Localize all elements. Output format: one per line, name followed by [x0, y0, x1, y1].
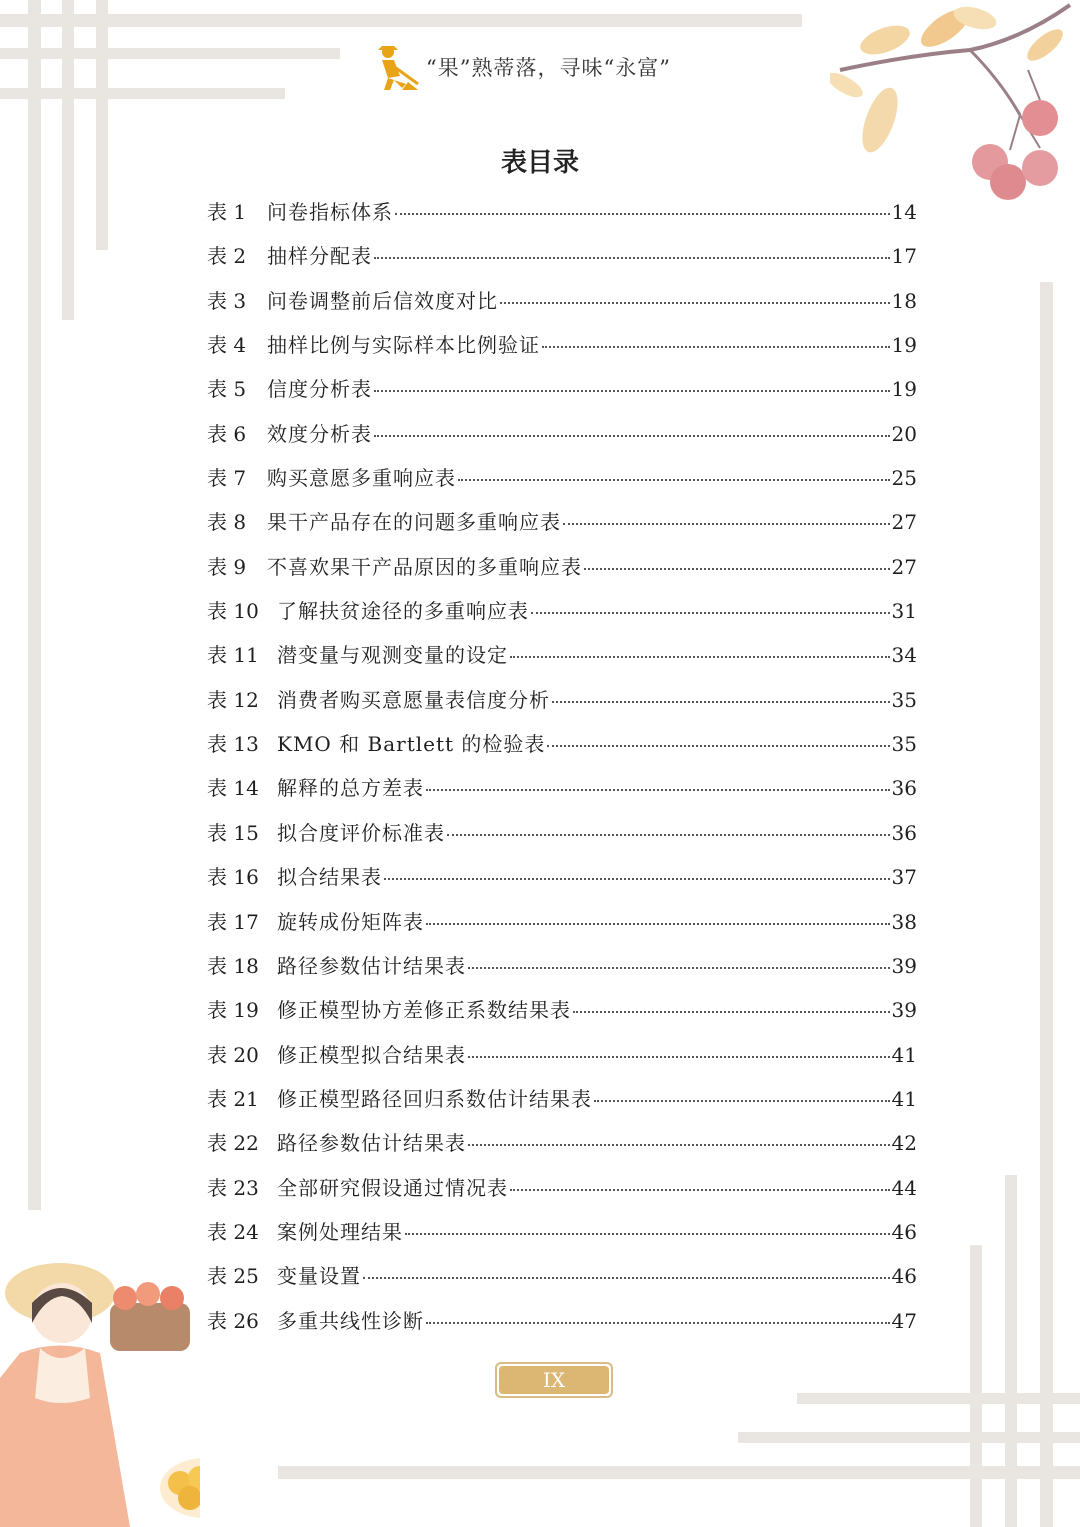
toc-entry-page: 25	[891, 466, 917, 491]
toc-entry-page: 42	[891, 1131, 917, 1156]
toc-dot-leader	[563, 523, 890, 525]
toc-entry-label: 效度分析表	[267, 421, 372, 446]
toc-dot-leader	[395, 213, 890, 215]
toc-entry-number: 表 10	[207, 599, 259, 624]
toc-entry-label: 抽样分配表	[267, 244, 372, 269]
toc-entry-label: 问卷调整前后信效度对比	[267, 288, 498, 313]
toc-entry-label: 修正模型路径回归系数估计结果表	[277, 1086, 592, 1111]
toc-entry-number: 表 11	[207, 643, 259, 668]
woman-illustration	[0, 1258, 200, 1527]
toc-entry[interactable]	[207, 462, 917, 506]
toc-entry-number: 表 23	[207, 1175, 259, 1200]
toc-entry-label: 路径参数估计结果表	[277, 1131, 466, 1156]
page-header	[372, 42, 712, 92]
toc-entry[interactable]	[207, 817, 917, 861]
toc-entry-page: 14	[891, 200, 917, 224]
toc-entry[interactable]	[207, 373, 917, 417]
toc-dot-leader	[468, 1056, 890, 1058]
toc-entry-page: 39	[891, 998, 917, 1023]
toc-entry[interactable]	[207, 861, 917, 905]
toc-entry-label: 修正模型拟合结果表	[277, 1042, 466, 1067]
toc-entry[interactable]	[207, 196, 917, 240]
toc-dot-leader	[510, 656, 890, 658]
header-slogan: “果”熟蒂落，寻味“永富”	[426, 56, 671, 80]
toc-entry-page: 41	[891, 1042, 917, 1067]
page-number: IX	[499, 1366, 609, 1394]
toc-entry-page: 31	[891, 599, 917, 624]
toc-entry-page: 27	[891, 510, 917, 535]
toc-dot-leader	[426, 1322, 890, 1324]
toc-entry[interactable]	[207, 1305, 917, 1349]
toc-entry-page: 41	[891, 1086, 917, 1111]
toc-entry-page: 46	[891, 1264, 917, 1289]
toc-entry-page: 39	[891, 953, 917, 978]
toc-entry-label: 果干产品存在的问题多重响应表	[267, 510, 561, 535]
toc-entry[interactable]	[207, 950, 917, 994]
frame-bar-right-3	[970, 1245, 982, 1527]
toc-entry-label: 案例处理结果	[277, 1219, 403, 1244]
toc-entry-number: 表 22	[207, 1131, 259, 1156]
toc-entry-page: 35	[891, 687, 917, 712]
toc-dot-leader	[363, 1277, 890, 1279]
toc-entry[interactable]	[207, 906, 917, 950]
toc-entry[interactable]	[207, 329, 917, 373]
toc-entry-page: 44	[891, 1175, 917, 1200]
toc-entry-label: 抽样比例与实际样本比例验证	[267, 333, 540, 358]
toc-entry-page: 17	[891, 244, 917, 269]
toc-dot-leader	[426, 923, 890, 925]
toc-entry[interactable]	[207, 595, 917, 639]
toc-entry-page: 36	[891, 820, 917, 845]
toc-entry-label: 多重共线性诊断	[277, 1308, 424, 1333]
toc-entry-number: 表 14	[207, 776, 259, 801]
frame-bar-top-2	[0, 48, 340, 59]
toc-entry-label: 变量设置	[277, 1264, 361, 1289]
toc-entry-number: 表 9	[207, 554, 247, 579]
toc-entry-number: 表 8	[207, 510, 247, 535]
toc-entry-label: 消费者购买意愿量表信度分析	[277, 687, 550, 712]
toc-entry-number: 表 18	[207, 953, 259, 978]
toc-entry-label: 信度分析表	[267, 377, 372, 402]
toc-entry[interactable]	[207, 418, 917, 462]
toc-dot-leader	[447, 834, 890, 836]
toc-dot-leader	[384, 878, 890, 880]
toc-dot-leader	[594, 1100, 890, 1102]
toc-entry[interactable]	[207, 240, 917, 284]
frame-bar-bottom-2	[738, 1432, 1080, 1443]
toc-dot-leader	[426, 789, 890, 791]
toc-dot-leader	[547, 745, 889, 747]
toc-entry[interactable]	[207, 728, 917, 772]
toc-entry-page: 34	[891, 643, 917, 668]
toc-entry-page: 27	[891, 554, 917, 579]
toc-entry-number: 表 12	[207, 687, 259, 712]
toc-entry-label: 全部研究假设通过情况表	[277, 1175, 508, 1200]
toc-entry[interactable]	[207, 1127, 917, 1171]
toc-entry[interactable]	[207, 551, 917, 595]
toc-entry-label: 不喜欢果干产品原因的多重响应表	[267, 554, 582, 579]
toc-entry-page: 47	[891, 1308, 917, 1333]
toc-dot-leader	[584, 568, 890, 570]
toc-entry-number: 表 1	[207, 200, 247, 224]
page-number-badge	[495, 1362, 613, 1398]
toc-entry-label: 路径参数估计结果表	[277, 953, 466, 978]
toc-entry[interactable]	[207, 994, 917, 1038]
toc-entry-number: 表 7	[207, 466, 247, 491]
toc-entry[interactable]	[207, 1083, 917, 1127]
toc-entry-number: 表 4	[207, 333, 247, 358]
toc-entry-number: 表 25	[207, 1264, 259, 1289]
toc-entry-page: 35	[891, 732, 917, 757]
toc-entry-number: 表 17	[207, 909, 259, 934]
toc-entry[interactable]	[207, 1216, 917, 1260]
toc-entry-label: 了解扶贫途径的多重响应表	[277, 599, 529, 624]
toc-entry-number: 表 20	[207, 1042, 259, 1067]
frame-bar-left-1	[28, 0, 41, 1210]
toc-entry-label: 旋转成份矩阵表	[277, 909, 424, 934]
frame-bar-bottom-3	[278, 1466, 1080, 1479]
toc-dot-leader	[542, 346, 890, 348]
toc-entry[interactable]	[207, 1039, 917, 1083]
toc-entry-label: 解释的总方差表	[277, 776, 424, 801]
toc-entry-label: 修正模型协方差修正系数结果表	[277, 998, 571, 1023]
toc-entry-label: 潜变量与观测变量的设定	[277, 643, 508, 668]
toc-entry-page: 38	[891, 909, 917, 934]
toc-entry-label: KMO 和 Bartlett 的检验表	[277, 732, 546, 757]
toc-entry-number: 表 13	[207, 732, 259, 757]
toc-entry-page: 37	[891, 865, 917, 890]
toc-dot-leader	[552, 701, 890, 703]
toc-entry[interactable]	[207, 684, 917, 728]
toc-entry-number: 表 2	[207, 244, 247, 269]
toc-entry-label: 问卷指标体系	[267, 200, 393, 224]
toc-entry[interactable]	[207, 639, 917, 683]
toc-entry-page: 36	[891, 776, 917, 801]
toc-entry-label: 拟合度评价标准表	[277, 820, 445, 845]
frame-bar-left-3	[96, 0, 108, 250]
toc-dot-leader	[500, 302, 890, 304]
table-of-tables	[207, 196, 917, 1349]
frame-bar-right-1	[1040, 282, 1053, 1527]
toc-entry-number: 表 6	[207, 421, 247, 446]
toc-entry-number: 表 24	[207, 1219, 259, 1244]
toc-entry-number: 表 5	[207, 377, 247, 402]
frame-bar-top	[0, 14, 802, 27]
toc-dot-leader	[468, 1144, 890, 1146]
toc-entry-page: 20	[891, 421, 917, 446]
toc-entry-number: 表 26	[207, 1308, 259, 1333]
toc-dot-leader	[468, 967, 890, 969]
toc-entry[interactable]	[207, 506, 917, 550]
page-title: 表目录	[500, 148, 579, 178]
toc-dot-leader	[458, 479, 890, 481]
toc-entry[interactable]	[207, 772, 917, 816]
toc-entry-label: 拟合结果表	[277, 865, 382, 890]
frame-bar-top-3	[0, 88, 285, 99]
toc-entry[interactable]	[207, 1172, 917, 1216]
farmer-logo-icon	[372, 42, 420, 92]
toc-entry[interactable]	[207, 285, 917, 329]
toc-entry-number: 表 15	[207, 820, 259, 845]
toc-dot-leader	[374, 390, 890, 392]
toc-entry-page: 46	[891, 1219, 917, 1244]
toc-entry-number: 表 16	[207, 865, 259, 890]
toc-entry-page: 18	[891, 288, 917, 313]
toc-entry-page: 19	[891, 333, 917, 358]
toc-entry-number: 表 3	[207, 288, 247, 313]
toc-dot-leader	[374, 257, 890, 259]
toc-dot-leader	[374, 435, 890, 437]
toc-entry-number: 表 21	[207, 1086, 259, 1111]
toc-entry[interactable]	[207, 1260, 917, 1304]
toc-dot-leader	[573, 1011, 890, 1013]
toc-entry-label: 购买意愿多重响应表	[267, 466, 456, 491]
toc-dot-leader	[405, 1233, 890, 1235]
toc-entry-number: 表 19	[207, 998, 259, 1023]
frame-bar-bottom-1	[797, 1393, 1080, 1404]
toc-entry-page: 19	[891, 377, 917, 402]
toc-dot-leader	[510, 1189, 890, 1191]
toc-dot-leader	[531, 612, 890, 614]
